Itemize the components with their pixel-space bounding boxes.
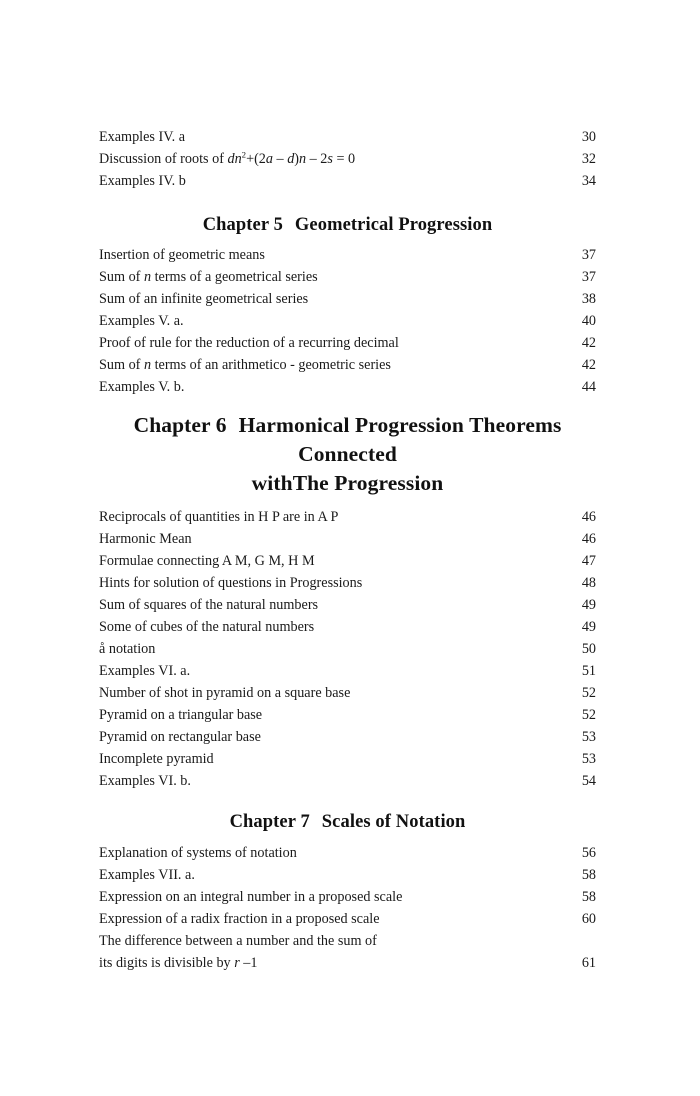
toc-entry[interactable] (99, 376, 596, 398)
toc-entry[interactable] (99, 726, 596, 748)
toc-entry-page: 49 (581, 597, 596, 613)
toc-section-chapter-6 (99, 506, 596, 792)
math-var-n2: n (299, 151, 307, 167)
toc-entry-page: 54 (581, 773, 596, 789)
chapter-heading-6 (99, 411, 596, 498)
toc-entry[interactable] (99, 506, 596, 528)
spacer (99, 792, 596, 809)
table-of-contents (99, 126, 596, 974)
toc-entry[interactable] (99, 148, 596, 170)
toc-entry-page: 32 (581, 151, 596, 167)
toc-entry-page: 52 (581, 685, 596, 701)
toc-entry-page: 52 (581, 707, 596, 723)
toc-entry[interactable] (99, 572, 596, 594)
toc-entry[interactable] (99, 288, 596, 310)
italic-variable-n: n (143, 269, 152, 285)
toc-entry[interactable] (99, 886, 596, 908)
toc-entry-label: Examples VII. a. (99, 867, 195, 883)
math-var-d2: d (287, 151, 295, 167)
toc-entry-label: Examples V. a. (99, 313, 184, 329)
toc-entry-label: Sum of n terms of an arithmetico - geometric series (99, 357, 391, 373)
toc-entry-label: Some of cubes of the natural numbers (99, 619, 315, 635)
toc-entry[interactable] (99, 332, 596, 354)
math-prefix: Discussion of roots of (99, 151, 228, 167)
toc-entry[interactable] (99, 770, 596, 792)
toc-entry-label: Sum of an infinite geometrical series (99, 291, 309, 307)
toc-entry[interactable] (99, 244, 596, 266)
spacer (99, 398, 596, 411)
toc-entry[interactable] (99, 638, 596, 660)
toc-entry-page: 51 (581, 663, 596, 679)
toc-entry-page: 30 (581, 129, 596, 145)
toc-entry-label: Examples V. b. (99, 379, 185, 395)
toc-entry-page: 38 (581, 291, 596, 307)
toc-entry-wrapped-second-line[interactable] (99, 952, 596, 974)
toc-entry[interactable] (99, 528, 596, 550)
chapter-title: Harmonical Progression Theorems Connected (238, 413, 562, 466)
toc-entry[interactable] (99, 266, 596, 288)
toc-entry[interactable] (99, 170, 596, 192)
toc-entry[interactable] (99, 682, 596, 704)
toc-entry-label: Examples VI. a. (99, 663, 191, 679)
toc-entry-label-math (99, 148, 355, 170)
toc-entry[interactable] (99, 550, 596, 572)
toc-entry[interactable] (99, 704, 596, 726)
toc-entry-page: 58 (581, 889, 596, 905)
toc-entry-label: Incomplete pyramid (99, 751, 214, 767)
toc-entry-label: Pyramid on a triangular base (99, 707, 263, 723)
math-exponent: 2 (241, 149, 247, 160)
toc-entry-page: 37 (581, 247, 596, 263)
toc-entry-label: Pyramid on rectangular base (99, 729, 261, 745)
italic-variable-n: n (143, 357, 152, 373)
spacer (99, 192, 596, 212)
toc-entry-page: 42 (581, 357, 596, 373)
toc-entry-page: 46 (581, 531, 596, 547)
toc-entry-label (99, 952, 257, 974)
radix-suffix: –1 (239, 955, 258, 971)
toc-entry-label: Examples IV. b (99, 173, 186, 189)
toc-entry-page: 56 (581, 845, 596, 861)
radix-prefix: its digits is divisible by (99, 955, 235, 971)
chapter-title: Scales of Notation (321, 812, 466, 832)
toc-entry-page: 53 (581, 729, 596, 745)
toc-entry-page: 53 (581, 751, 596, 767)
toc-entry[interactable] (99, 842, 596, 864)
toc-entry-label: Sum of n terms of a geometrical series (99, 269, 318, 285)
math-plus-group: +(2 (246, 151, 266, 167)
toc-entry-label: Hints for solution of questions in Progressions (99, 575, 363, 591)
toc-section-chapter-4-continued (99, 126, 596, 192)
toc-entry-label: Harmonic Mean (99, 531, 192, 547)
math-minus-2: – 2 (306, 151, 328, 167)
math-var-n: n (234, 151, 242, 167)
toc-entry-wrapped-first-line[interactable] (99, 930, 596, 952)
math-minus-1: – (273, 151, 288, 167)
toc-entry-label: Proof of rule for the reduction of a recurring decimal (99, 335, 399, 351)
chapter-title-line-2: withThe Progression (251, 471, 444, 495)
chapter-number: Chapter 5 (202, 215, 283, 235)
toc-entry[interactable] (99, 660, 596, 682)
toc-entry-label: Examples IV. a (99, 129, 186, 145)
toc-entry-label: Expression of a radix fraction in a proposed scale (99, 911, 380, 927)
toc-section-chapter-7 (99, 842, 596, 974)
chapter-heading-5 (99, 212, 596, 238)
toc-entry[interactable] (99, 594, 596, 616)
toc-entry-page: 40 (581, 313, 596, 329)
toc-entry-label: Examples VI. b. (99, 773, 191, 789)
math-var-d: d (227, 151, 235, 167)
toc-entry[interactable] (99, 126, 596, 148)
toc-entry-label-sigma-notation: å notation (99, 641, 156, 657)
toc-entry[interactable] (99, 748, 596, 770)
toc-entry[interactable] (99, 354, 596, 376)
spacer (99, 498, 596, 506)
toc-entry[interactable] (99, 908, 596, 930)
toc-entry-page: 58 (581, 867, 596, 883)
toc-entry-label: Expression on an integral number in a proposed scale (99, 889, 403, 905)
toc-entry[interactable] (99, 616, 596, 638)
toc-entry-page: 47 (581, 553, 596, 569)
toc-entry-label: Formulae connecting A M, G M, H M (99, 553, 315, 569)
toc-entry-label: Number of shot in pyramid on a square base (99, 685, 351, 701)
toc-entry-label: Sum of squares of the natural numbers (99, 597, 319, 613)
math-close-paren: ) (294, 151, 300, 167)
math-equals-zero: = 0 (332, 151, 356, 167)
toc-entry-label: Explanation of systems of notation (99, 845, 297, 861)
math-var-a: a (265, 151, 273, 167)
toc-entry-page: 37 (581, 269, 596, 285)
toc-entry-page: 49 (581, 619, 596, 635)
math-var-s: s (327, 151, 333, 167)
toc-entry[interactable] (99, 864, 596, 886)
toc-entry-page: 46 (581, 509, 596, 525)
chapter-number: Chapter 6 (133, 413, 227, 437)
toc-entry[interactable] (99, 310, 596, 332)
toc-entry-label: Reciprocals of quantities in H P are in A P (99, 509, 339, 525)
toc-section-chapter-5 (99, 244, 596, 398)
toc-entry-page: 48 (581, 575, 596, 591)
chapter-heading-7 (99, 809, 596, 835)
toc-entry-label: Insertion of geometric means (99, 247, 265, 263)
toc-entry-page: 42 (581, 335, 596, 351)
toc-entry-page: 34 (581, 173, 596, 189)
toc-entry-page: 61 (581, 955, 596, 971)
toc-entry-page: 60 (581, 911, 596, 927)
chapter-number: Chapter 7 (229, 812, 310, 832)
italic-variable-r: r (234, 955, 240, 971)
toc-entry-page: 50 (581, 641, 596, 657)
toc-entry-page: 44 (581, 379, 596, 395)
toc-entry-label: The difference between a number and the sum of (99, 933, 377, 949)
chapter-title: Geometrical Progression (294, 215, 493, 235)
spacer (99, 835, 596, 842)
